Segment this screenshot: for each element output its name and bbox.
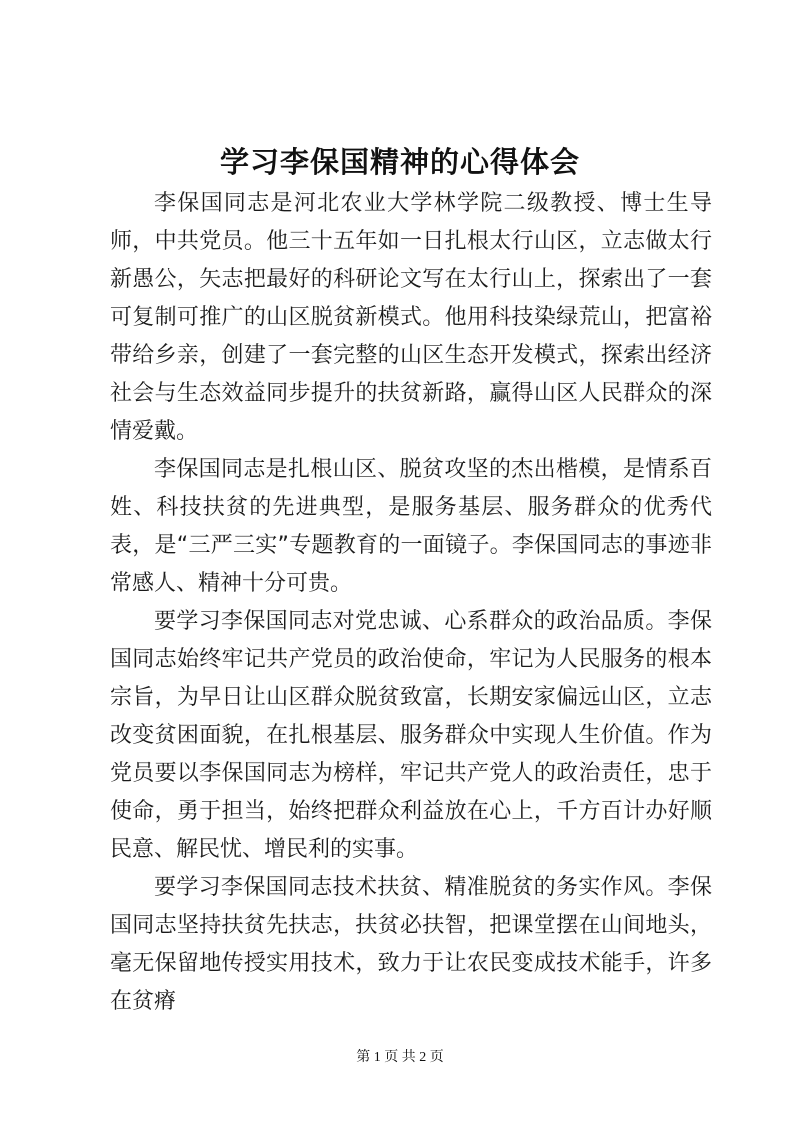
paragraph-2: 李保国同志是扎根山区、脱贫攻坚的杰出楷模，是情系百姓、科技扶贫的先进典型，是服务基层、服务群众的优秀代表，是“三严三实”专题教育的一面镜子。李保国同志的事迹非常感人、精神十分可贵。	[110, 457, 712, 596]
document-body	[110, 185, 712, 1021]
document-title: 学习李保国精神的心得体会	[219, 145, 580, 179]
paragraph-4: 要学习李保国同志技术扶贫、精准脱贫的务实作风。李保国同志坚持扶贫先扶志，扶贫必扶智，把课堂摆在山间地头，毫无保留地传授实用技术，致力于让农民变成技术能手，许多在贫瘠	[110, 875, 712, 1014]
page-footer: 第 1 页 共 2 页	[356, 1050, 444, 1065]
paragraph-3: 要学习李保国同志对党忠诚、心系群众的政治品质。李保国同志始终牢记共产党员的政治使命，牢记为人民服务的根本宗旨，为早日让山区群众脱贫致富，长期安家偏远山区，立志改变贫困面貌，在扎根基层、服务群众中实现人生价值。作为党员要以李保国同志为榜样，牢记共产党人的政治责任，忠于使命，勇于担当，始终把群众利益放在心上，千方百计办好顺民意、解民忧、增民利的实事。	[110, 609, 712, 862]
paragraph-1: 李保国同志是河北农业大学林学院二级教授、博士生导师，中共党员。他三十五年如一日扎根太行山区，立志做太行新愚公，矢志把最好的科研论文写在太行山上，探索出了一套可复制可推广的山区脱贫新模式。他用科技染绿荒山，把富裕带给乡亲，创建了一套完整的山区生态开发模式，探索出经济社会与生态效益同步提升的扶贫新路，赢得山区人民群众的深情爱戴。	[110, 191, 712, 444]
